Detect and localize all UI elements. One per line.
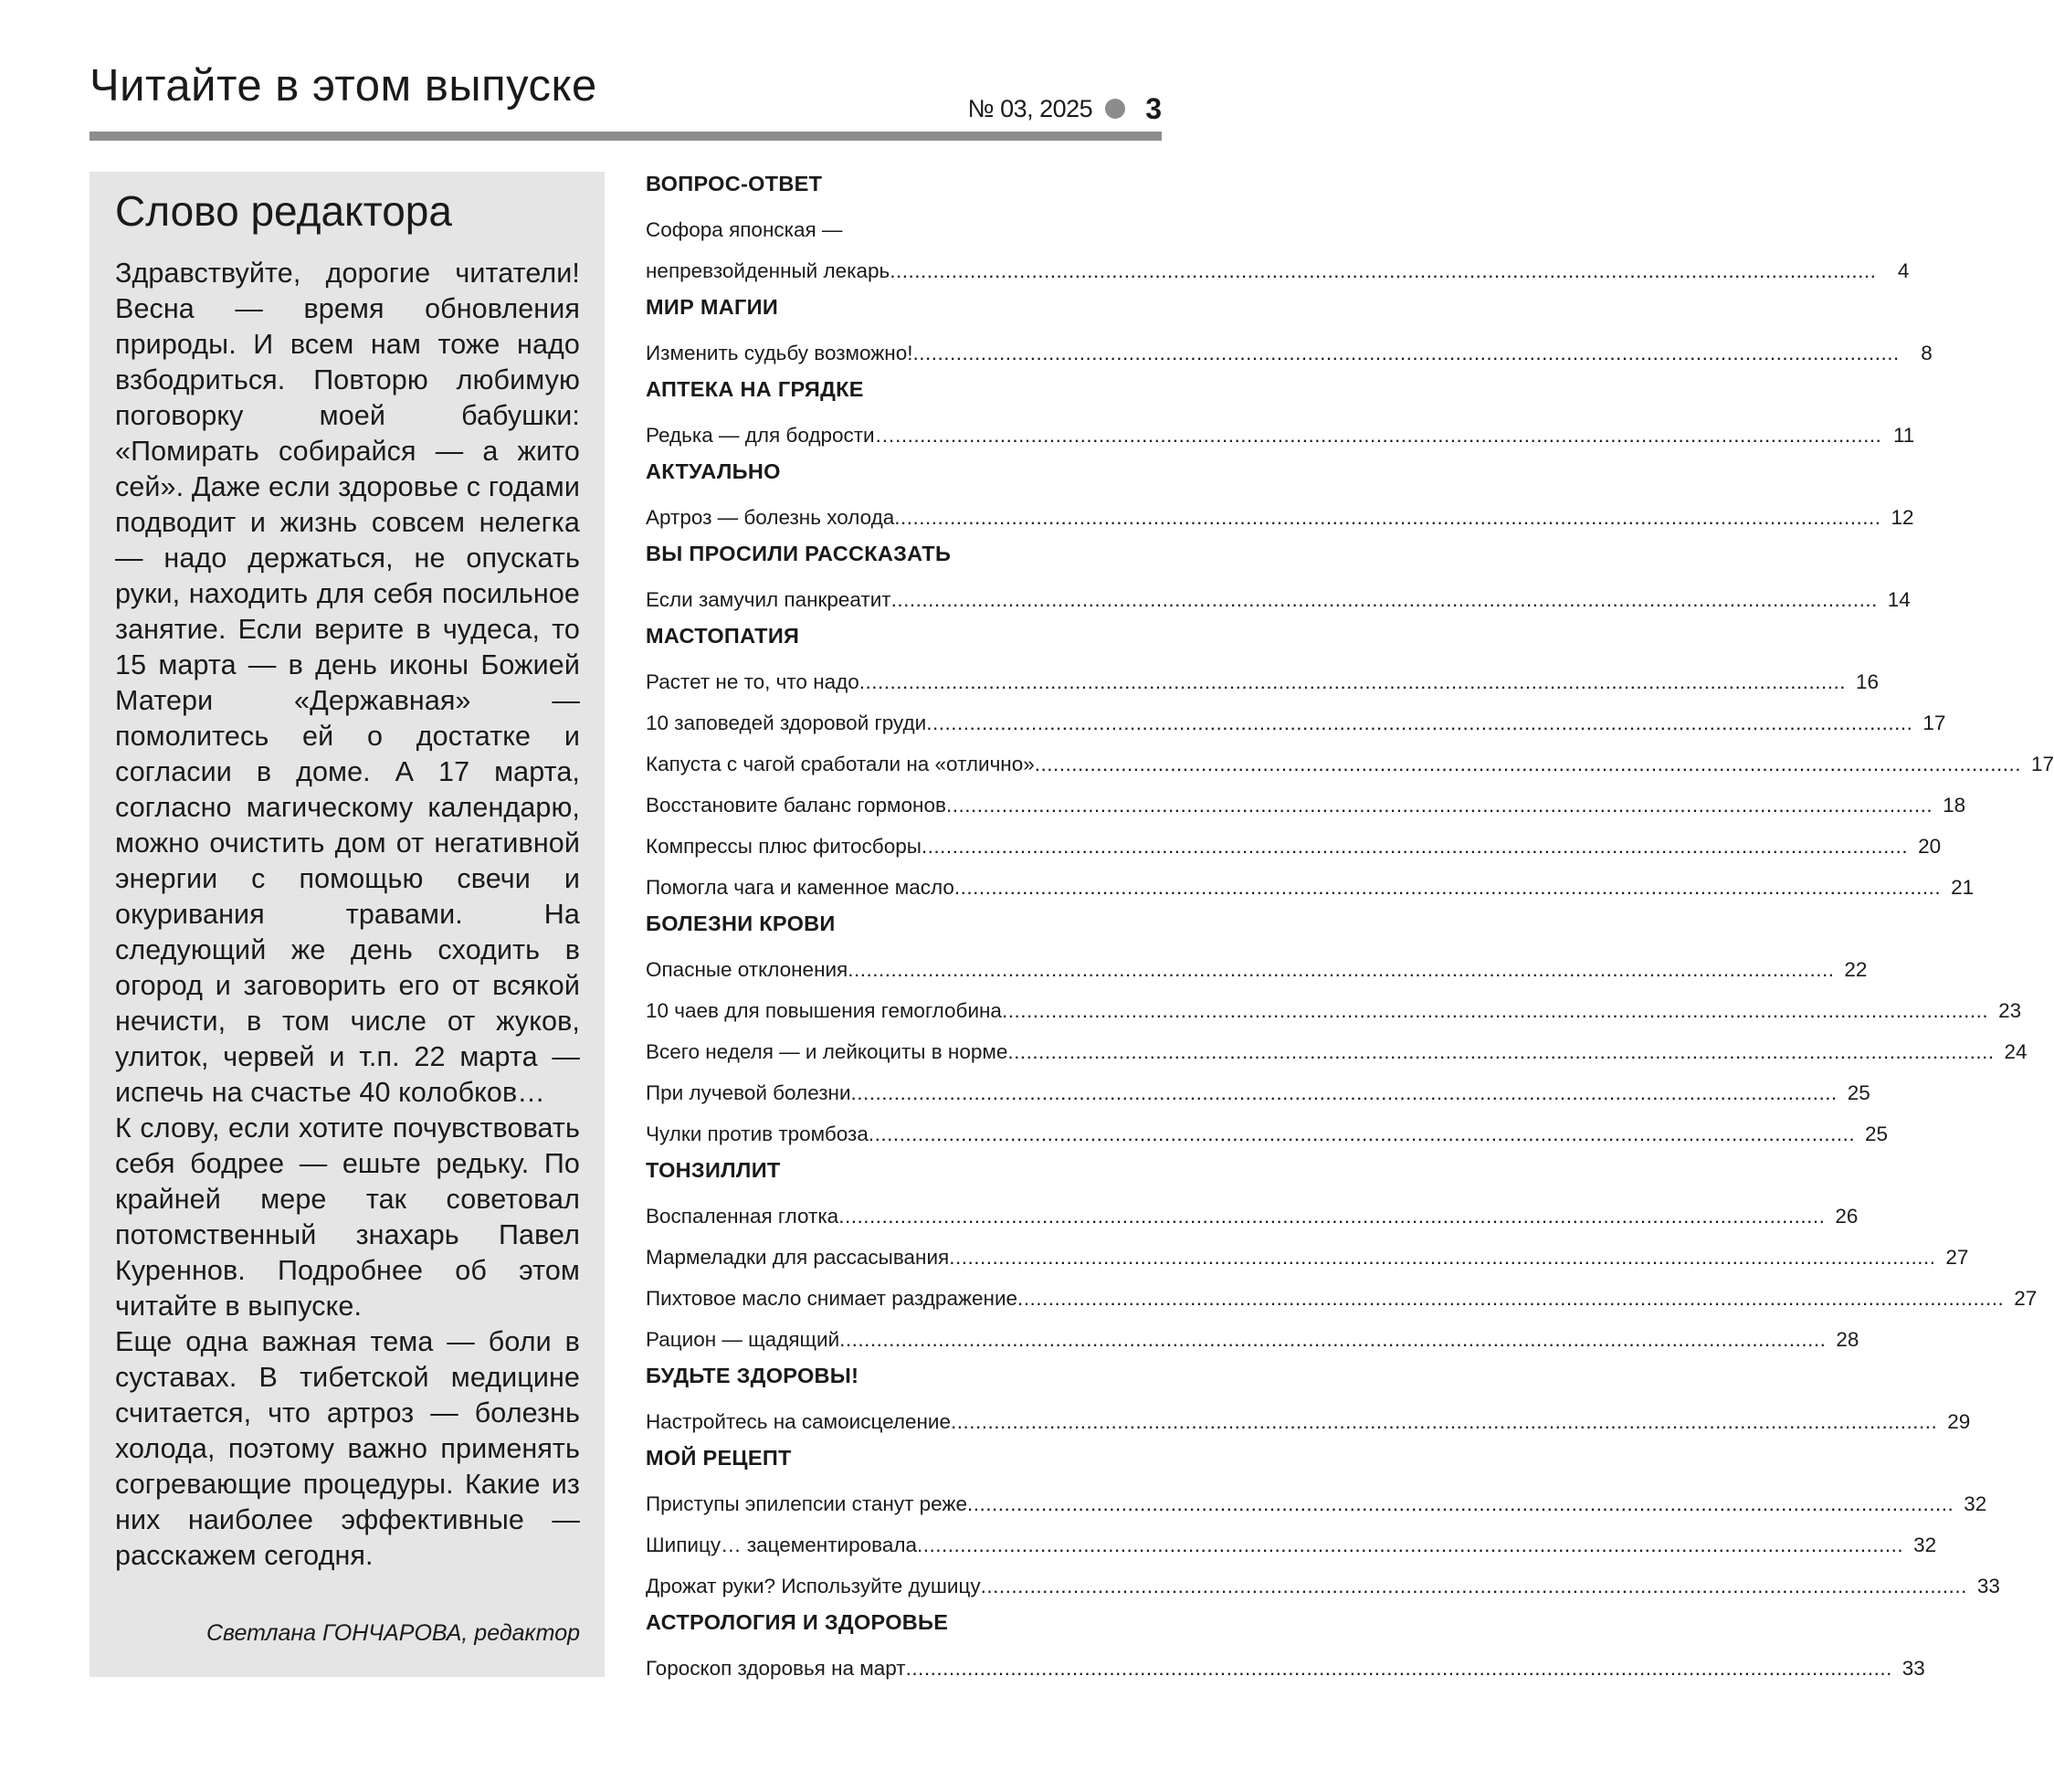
toc-dot-leader [913,332,1900,374]
toc-entry-title: Рацион — щадящий [646,1328,840,1351]
toc-entry-page: 20 [1918,835,1942,858]
toc-dot-leader [895,415,1881,456]
toc-entry[interactable] [646,1483,1987,1524]
toc-entry[interactable] [646,1113,1889,1154]
toc-dot-leader [890,250,1876,291]
toc-section-heading: МАСТОПАТИЯ [646,624,800,648]
toc-entry-title: Изменить судьбу возможно! [646,342,913,364]
toc-entry-title: Чулки против тромбоза [646,1123,869,1145]
toc-dot-leader [967,1483,1954,1524]
toc-dot-leader [906,1648,1892,1689]
toc-entry-page: 17 [2030,753,2054,775]
toc-dot-leader [1035,743,2021,785]
toc-entry[interactable] [646,497,1914,538]
toc-entry-title: Гороскоп здоровья на март [646,1657,906,1680]
toc-entry-title: 10 чаев для повышения гемоглобина [646,999,1002,1022]
toc-section-heading: БОЛЕЗНИ КРОВИ [646,912,836,935]
toc-entry-page: 32 [1964,1492,1987,1515]
toc-entry-page: 14 [1887,588,1911,611]
toc-entry-page: 16 [1855,670,1879,693]
editor-letter [90,172,605,1677]
page-number: 3 [1145,91,1162,125]
toc-entry[interactable] [646,1196,1859,1237]
toc-entry[interactable] [646,1565,2000,1607]
toc-entry-title: Шипицу… зацементировала [646,1534,917,1556]
toc-dot-leader [949,1237,1935,1278]
toc-section-heading: АКТУАЛЬНО [646,459,781,483]
toc-entry-title: Опасные отклонения [646,958,848,981]
toc-entry-title-line[interactable]: Софора японская — [646,218,843,241]
page-title: Читайте в этом выпуске [90,61,597,111]
toc-entry-page: 22 [1844,958,1868,981]
toc-section-heading: МОЙ РЕЦЕПТ [646,1446,792,1470]
toc-entry[interactable] [646,1031,2028,1072]
toc-entry-title: При лучевой болезни [646,1081,851,1104]
toc-entry[interactable] [646,579,1911,620]
editor-heading: Слово редактора [115,187,452,235]
toc-entry[interactable] [646,1237,1969,1278]
toc-dot-leader [1007,1031,1994,1072]
header-divider [90,132,1162,141]
toc-entry-page: 28 [1836,1328,1859,1351]
toc-section-heading: ТОНЗИЛЛИТ [646,1158,781,1182]
toc-dot-leader [1017,1278,2004,1319]
toc-entry-title: Восстановите баланс гормонов [646,794,946,817]
toc-entry-title: 10 заповедей здоровой груди [646,712,927,734]
editor-signature: Светлана ГОНЧАРОВА, редактор [205,1620,580,1646]
toc-entry-title: Всего неделя — и лейкоциты в норме [646,1040,1008,1063]
toc-entry-page: 23 [1998,999,2022,1022]
toc-entry-page: 12 [1891,506,1914,529]
toc-section-heading: ВОПРОС-ОТВЕТ [646,172,823,195]
toc-dot-leader [946,785,1933,826]
toc-dot-leader [951,1401,1937,1442]
toc-section-heading: АПТЕКА НА ГРЯДКЕ [646,377,864,401]
toc-entry[interactable] [646,415,1915,456]
toc-entry-title: Помогла чага и каменное масло [646,876,954,899]
toc-entry-title: Растет не то, что надо [646,670,859,693]
toc-section-heading: ВЫ ПРОСИЛИ РАССКАЗАТЬ [646,542,952,565]
toc-section-heading: МИР МАГИИ [646,295,779,319]
toc-entry-page: 29 [1947,1410,1971,1433]
toc-entry[interactable] [646,1524,1937,1565]
toc-dot-leader [1002,990,1988,1031]
toc-entry-page: 24 [2004,1040,2028,1063]
toc-entry[interactable] [646,702,1946,743]
toc-entry[interactable] [646,250,1910,291]
editor-paragraph: Здравствуйте, дорогие читатели! Весна — время обновления природы. И всем нам тоже надо взбодриться. Повторю любимую поговорку моей бабушки: «Помирать собирайся — а жито сей». Даже если здоровье с годами подводит и жизнь совсем нелегка — надо держаться, не опускать руки, находить для себя посильное занятие. Если верите в чудеса, то 15 марта — в день иконы Божией Матери «Державная» — помолитесь ей о достатке и согласии в доме. А 17 марта, согласно магическому календарю, можно очистить дом от негативной энергии с помощью свечи и окуривания травами. На следующий же день сходить в огород и заговорить его от всякой нечисти, в том числе от жуков, улиток, червей и т.п. 22 марта — испечь на счастье 40 колобков… [115,258,580,1108]
toc-section-heading: АСТРОЛОГИЯ И ЗДОРОВЬЕ [646,1610,949,1634]
toc-entry-title: Пихтовое масло снимает раздражение [646,1287,1018,1310]
toc-section-heading: БУДЬТЕ ЗДОРОВЫ! [646,1364,859,1387]
table-of-contents [646,168,2054,1689]
editor-paragraph: К слову, если хотите почувствовать себя бодрее — ешьте редьку. По крайней мере так советовал потомственный знахарь Павел Куреннов. Подробнее об этом читайте в выпуске. [115,1112,580,1322]
toc-dot-leader [894,497,1880,538]
toc-dot-leader [917,1524,1903,1565]
toc-entry-page: 27 [2014,1287,2038,1310]
toc-entry-title: Дрожат руки? Используйте душицу [646,1575,981,1597]
toc-dot-leader [851,1072,1838,1113]
toc-entry[interactable] [646,743,2054,785]
toc-entry-page: 25 [1865,1123,1889,1145]
toc-dot-leader [859,661,1846,702]
toc-entry[interactable] [646,332,1933,374]
toc-entry-page: 26 [1835,1205,1859,1228]
toc-entry-page: 33 [1901,1657,1925,1680]
toc-entry-title: Капуста с чагой сработали на «отлично» [646,753,1035,775]
issue-info [968,90,1162,128]
toc-entry[interactable] [646,1401,1971,1442]
toc-entry-title: непревзойденный лекарь [646,259,890,282]
toc-entry-page: 27 [1945,1246,1969,1269]
toc-entry-page: 17 [1922,712,1946,734]
toc-entry-page: 11 [1892,424,1915,447]
toc-entry-page: 4 [1897,259,1910,282]
toc-entry[interactable] [646,990,2022,1031]
toc-entry[interactable] [646,1278,2038,1319]
toc-entry[interactable] [646,1319,1859,1360]
editor-paragraph: Еще одна важная тема — боли в суставах. В тибетской медицине считается, что артроз — болезнь холода, поэтому важно применять согревающие процедуры. Какие из них наиболее эффективные — расскажем сегодня. [115,1326,580,1571]
editor-body [115,256,580,1574]
toc-dot-leader [922,826,1908,867]
toc-entry[interactable] [646,661,1879,702]
toc-entry[interactable] [646,949,1868,990]
toc-dot-leader [839,1319,1826,1360]
toc-entry[interactable] [646,785,1966,826]
toc-entry[interactable] [646,826,1942,867]
toc-entry[interactable] [646,1072,1870,1113]
toc-entry-title: Мармеладки для рассасывания [646,1246,950,1269]
toc-dot-leader [981,1565,1967,1607]
toc-dot-leader [848,949,1834,990]
toc-entry-title: Артроз — болезнь холода [646,506,895,529]
toc-entry-title: Настройтесь на самоисцеление [646,1410,952,1433]
toc-entry-page: 8 [1921,342,1933,364]
toc-entry-title: Редька — для бодрости… [646,424,896,447]
toc-entry-page: 18 [1943,794,1966,817]
toc-dot-leader [869,1113,1855,1154]
toc-entry-title: Воспаленная глотка [646,1205,839,1228]
toc-dot-leader [838,1196,1825,1237]
toc-dot-leader [891,579,1878,620]
toc-entry-page: 32 [1913,1534,1937,1556]
toc-dot-leader [954,867,1941,908]
toc-dot-leader [926,702,1912,743]
toc-entry-page: 21 [1951,876,1975,899]
toc-entry-title: Компрессы плюс фитосборы [646,835,922,858]
toc-entry[interactable] [646,1648,1925,1689]
toc-entry-title: Приступы эпилепсии станут реже [646,1492,968,1515]
toc-entry[interactable] [646,867,1975,908]
bullet-dot-icon [1105,99,1125,119]
issue-number: № 03, 2025 [967,94,1093,122]
toc-entry-page: 33 [1976,1575,2000,1597]
toc-entry-title: Если замучил панкреатит [646,588,891,611]
toc-entry-page: 25 [1847,1081,1870,1104]
